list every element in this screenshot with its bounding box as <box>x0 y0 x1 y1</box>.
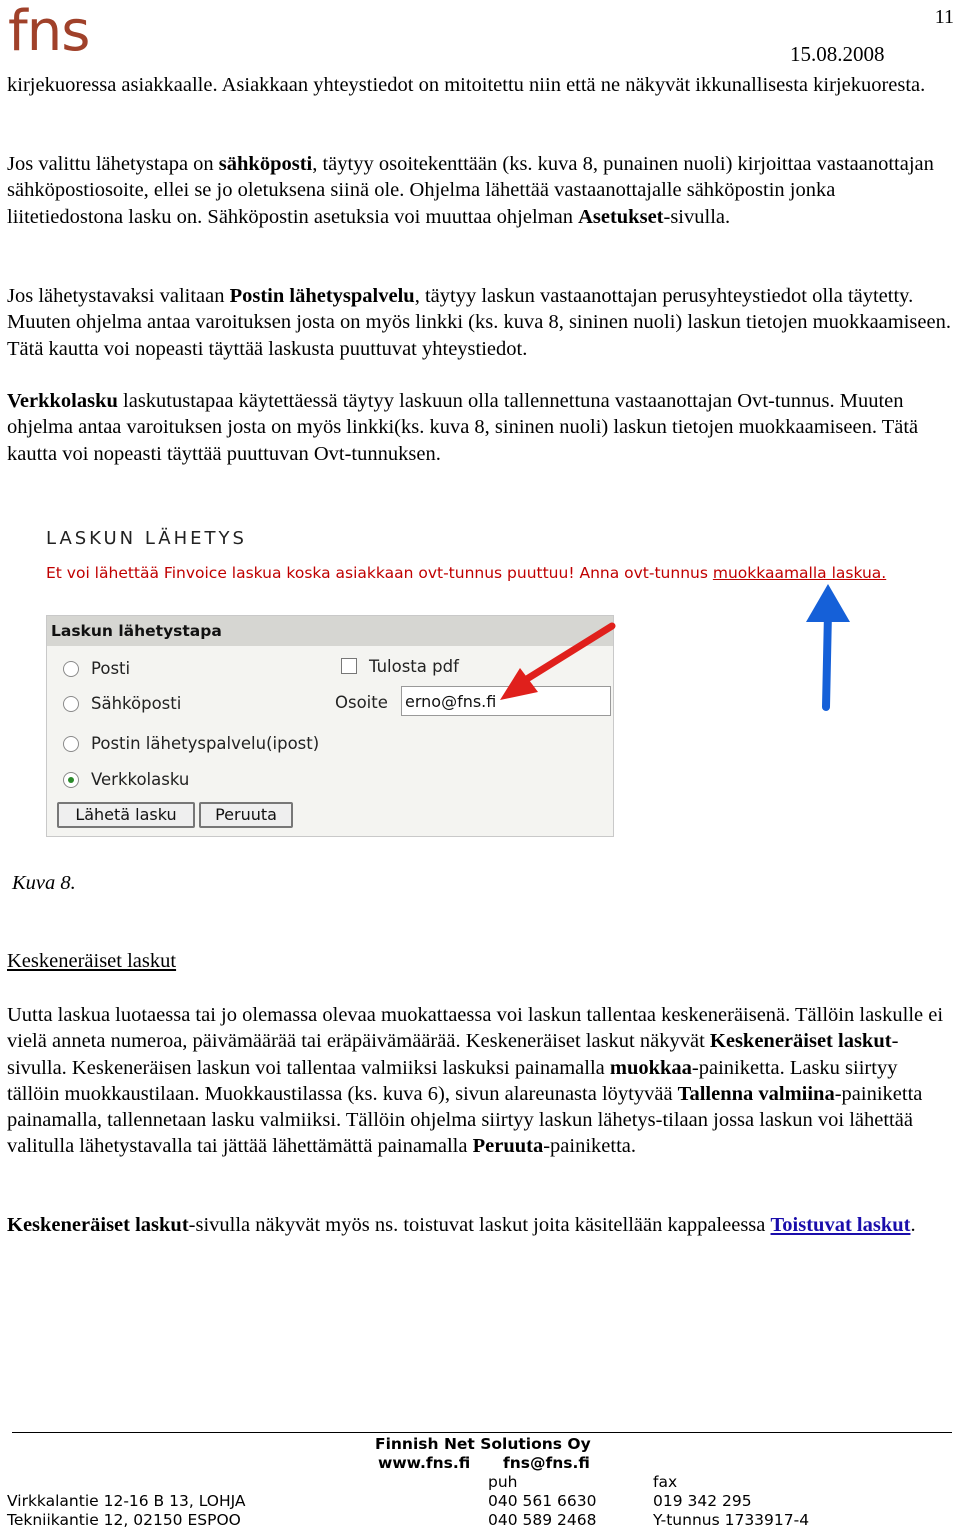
fns-logo: fns <box>8 0 90 64</box>
edit-invoice-link[interactable]: muokkaamalla laskua. <box>712 564 887 582</box>
address-label: Osoite <box>335 693 388 712</box>
footer-phone-1: 040 561 6630 <box>488 1492 597 1510</box>
error-message <box>46 564 886 582</box>
send-invoice-button[interactable]: Lähetä lasku <box>57 802 195 828</box>
footer-fax-header: fax <box>653 1473 678 1491</box>
footer-phone-2: 040 589 2468 <box>488 1511 597 1529</box>
bold-term: Asetukset <box>578 205 664 228</box>
address-input[interactable]: erno@fns.fi <box>401 686 611 716</box>
radio-sahkoposti[interactable] <box>63 696 79 712</box>
paragraph-email <box>7 151 952 230</box>
footer-phone-header: puh <box>488 1473 518 1491</box>
bold-term: Peruuta <box>472 1135 544 1158</box>
footer-divider <box>12 1432 952 1433</box>
figure-caption: Kuva 8. <box>12 872 76 894</box>
red-arrow-icon <box>480 620 620 720</box>
text-span: Uutta laskua luotaessa tai jo olemassa olevaa muokattaessa voi laskun tallentaa keskeneräisenä. Tällöin laskulle ei vielä anneta numeroa, päivämäärää tai eräpäivämäärää. Keskeneräiset laskut näkyvät <box>7 1004 944 1053</box>
bold-term: muokkaa <box>609 1056 692 1079</box>
panel-title: Laskun lähetystapa <box>47 616 613 646</box>
text-span: . <box>910 1214 916 1236</box>
text-span: -sivulla näkyvät myös ns. toistuvat laskut joita käsitellään kappaleessa <box>188 1214 771 1236</box>
bold-term: Postin lähetyspalvelu <box>229 285 415 307</box>
text-span: , täytyy laskun vastaanottajan perusyhteystiedot olla täytetty. Muuten ohjelma antaa varoituksen josta on myös linkki (ks. kuva 8, sininen nuoli) laskun tietojen muokkaamiseen. Tätä kautta voi nopeasti täyttää laskusta puuttuvat yhteystiedot. <box>7 285 951 360</box>
footer-address-2: Tekniikantie 12, 02150 ESPOO <box>7 1511 241 1529</box>
radio-postin-lahetyspalvelu[interactable] <box>63 736 79 752</box>
bold-term: Verkkolasku <box>7 390 118 412</box>
recurring-invoices-link[interactable]: Toistuvat laskut <box>770 1214 911 1236</box>
print-pdf-label: Tulosta pdf <box>369 657 459 676</box>
bold-term: Tallenna valmiina <box>677 1082 835 1105</box>
option-label: Postin lähetyspalvelu(ipost) <box>91 734 320 753</box>
footer-web: www.fns.fi <box>378 1454 471 1472</box>
paragraph-envelope: kirjekuoressa asiakkaalle. Asiakkaan yhteystiedot on mitoitettu niin että ne näkyvät ikkunallisesta kirjekuoresta. <box>7 74 926 96</box>
footer-company: Finnish Net Solutions Oy <box>375 1435 591 1453</box>
text-span: -painiketta. <box>543 1135 636 1158</box>
document-date: 15.08.2008 <box>790 42 885 66</box>
page-number: 11 <box>934 6 954 28</box>
paragraph-verkkolasku <box>7 388 937 467</box>
screenshot-title: LASKUN LÄHETYS <box>46 528 247 549</box>
footer-email: fns@fns.fi <box>503 1454 590 1472</box>
radio-posti[interactable] <box>63 661 79 677</box>
section-heading: Keskeneräiset laskut <box>7 950 177 972</box>
option-label: Posti <box>91 659 131 678</box>
option-label: Verkkolasku <box>91 770 190 789</box>
blue-arrow-icon <box>800 582 860 717</box>
footer-business-id: Y-tunnus 1733917-4 <box>653 1511 810 1529</box>
text-span: -painiketta painamalla, tallennetaan lasku valmiiksi. Tällöin ohjelma siirtyy laskun lähetys-tilaan jossa laskun voi lähettää valitulla lähetystavalla tai jättää lähettämättä painamalla <box>7 1082 923 1158</box>
cancel-button[interactable]: Peruuta <box>199 802 293 828</box>
text-span: -sivulla. <box>663 205 731 228</box>
print-pdf-checkbox[interactable] <box>341 658 357 674</box>
text-span: -painiketta. Lasku siirtyy tällöin muokkaustilaan. Muokkaustilassa (ks. kuva 6), sivun alareunasta löytyvää <box>7 1056 898 1105</box>
text-span: , täytyy osoitekenttään (ks. kuva 8, punainen nuoli) kirjoittaa vastaanottajan sähköpostiosoite, ellei se jo oletuksena siinä ole. Ohjelma lähettää vastaanottajalle sähköpostin jonka liitetiedostona lasku on. Sähköpostin asetuksia voi muuttaa ohjelman <box>7 153 934 228</box>
footer-address-1: Virkkalantie 12-16 B 13, LOHJA <box>7 1492 246 1510</box>
option-label: Sähköposti <box>91 694 182 713</box>
error-text: Et voi lähettää Finvoice laskua koska asiakkaan ovt-tunnus puuttuu! Anna ovt-tunnus <box>46 564 713 582</box>
text-span: Jos lähetystavaksi valitaan <box>7 285 230 307</box>
paragraph-drafts <box>7 1002 952 1160</box>
text-span: laskutustapaa käytettäessä täytyy laskuun olla tallennettuna vastaanottajan Ovt-tunnus. Muuten ohjelma antaa varoituksen josta on myös linkki(ks. kuva 8, sininen nuoli) laskun tietojen muokkaamiseen. Tätä kautta voi nopeasti täyttää puuttuvan Ovt-tunnuksen. <box>7 390 919 465</box>
bold-term: Keskeneräiset laskut <box>709 1030 892 1053</box>
text-span: Jos valittu lähetystapa on <box>7 153 219 175</box>
paragraph-postin <box>7 283 952 362</box>
radio-verkkolasku[interactable] <box>63 772 79 788</box>
paragraph-recurring <box>7 1212 952 1238</box>
footer-fax-1: 019 342 295 <box>653 1492 752 1510</box>
bold-term: sähköposti <box>218 153 313 175</box>
figure-screenshot <box>40 520 950 850</box>
text-span: -sivulla. Keskeneräisen laskun voi tallentaa valmiiksi laskuksi painamalla <box>7 1030 899 1079</box>
bold-term: Keskeneräiset laskut <box>7 1214 189 1236</box>
